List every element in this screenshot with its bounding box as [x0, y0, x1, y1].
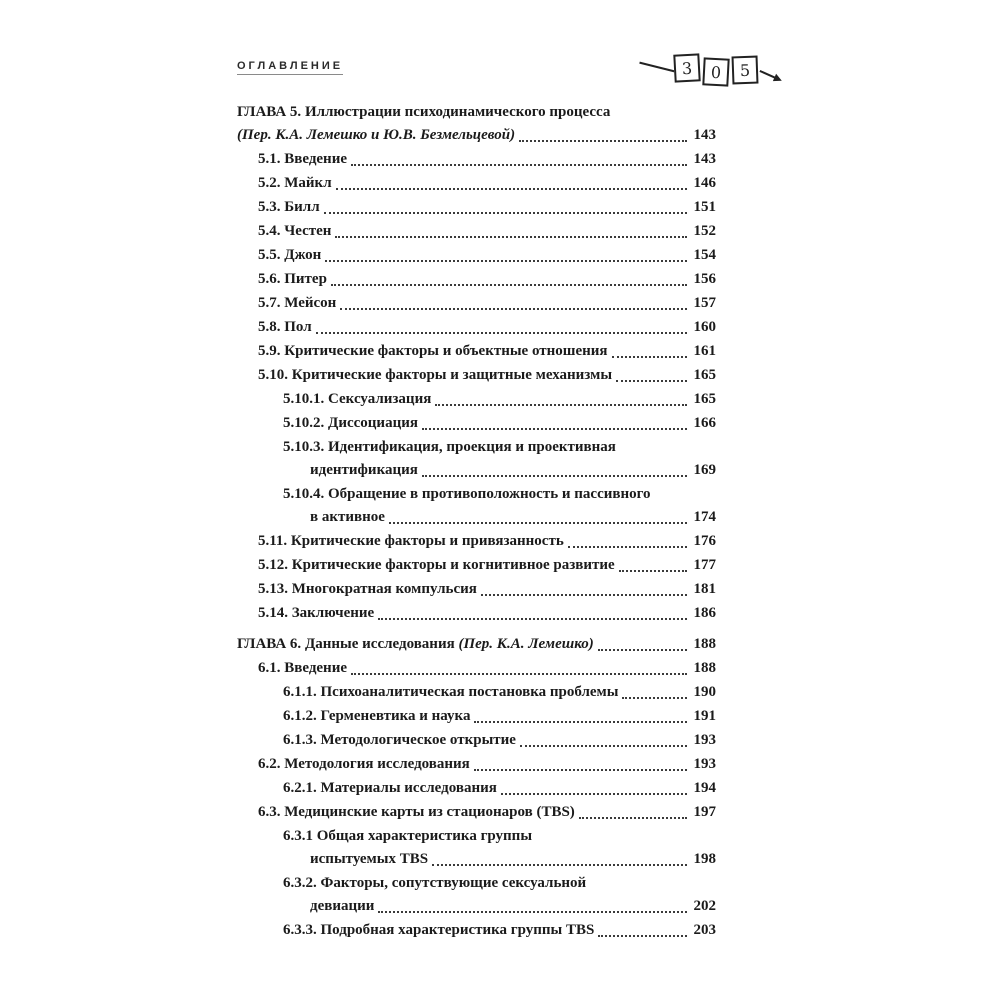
dot-leader	[619, 570, 687, 572]
dot-leader	[336, 188, 687, 190]
page-number: 193	[693, 756, 716, 772]
toc-entry-line	[237, 777, 716, 800]
dot-leader	[622, 697, 687, 699]
page-number-digit-box: 5	[732, 56, 759, 85]
toc-entry-line	[237, 602, 716, 625]
page-number: 194	[693, 780, 716, 796]
dot-leader	[335, 236, 687, 238]
toc-entry-line	[237, 340, 716, 363]
dot-leader	[340, 308, 687, 310]
toc-entry-title: 5.3. Билл	[258, 199, 320, 215]
toc-entry-title: 6.1.3. Методологическое открытие	[283, 732, 516, 748]
page-number: 197	[693, 804, 716, 820]
page-number: 191	[693, 708, 716, 724]
toc-entry-title: ГЛАВА 5. Иллюстрации психодинамического процесса	[237, 104, 611, 120]
toc-entry	[237, 825, 716, 871]
dot-leader	[324, 212, 687, 214]
toc-entry-line	[237, 753, 716, 776]
toc-entry-title: 5.9. Критические факторы и объектные отношения	[258, 343, 608, 359]
toc-entry-title: 5.10.1. Сексуализация	[283, 391, 432, 407]
page-number: 154	[693, 247, 716, 263]
page-number: 169	[693, 462, 716, 478]
toc-entry-title: 5.1. Введение	[258, 151, 348, 167]
toc-entry-line	[237, 919, 716, 942]
toc-entry-title: 5.12. Критические факторы и когнитивное развитие	[258, 557, 615, 573]
toc-entry	[237, 554, 716, 577]
toc-entry-line	[237, 412, 716, 435]
dot-leader	[598, 935, 687, 937]
toc-entry-title: 6.1.1. Психоаналитическая постановка проблемы	[283, 684, 619, 700]
toc-entry	[237, 101, 716, 147]
toc-entry-line	[237, 578, 716, 601]
page-number: 160	[693, 319, 716, 335]
toc-entry	[237, 777, 716, 800]
toc-entry-line	[237, 101, 716, 124]
page-number: 152	[693, 223, 716, 239]
page-number: 177	[693, 557, 716, 573]
toc-entry-line	[237, 483, 716, 506]
toc-entry-line	[237, 268, 716, 291]
toc-entry-title: в активное	[310, 509, 385, 525]
page-number: 193	[693, 732, 716, 748]
page-number: 174	[693, 509, 716, 525]
toc-entry-title: 6.1.2. Герменевтика и наука	[283, 708, 471, 724]
toc-entry-line	[237, 657, 716, 680]
toc-entry-title: 6.3.1 Общая характеристика группы	[283, 828, 533, 844]
toc-entry	[237, 753, 716, 776]
toc-entry	[237, 268, 716, 291]
dot-leader	[474, 721, 687, 723]
toc-entry-title: испытуемых TBS	[310, 851, 429, 867]
page-number: 190	[693, 684, 716, 700]
dot-leader	[520, 745, 687, 747]
dot-leader	[378, 618, 687, 620]
dot-leader	[378, 911, 687, 913]
toc-entry-line	[237, 825, 716, 848]
page-number: 151	[693, 199, 716, 215]
page-number: 143	[693, 151, 716, 167]
toc-entry-line	[237, 436, 716, 459]
toc-entry	[237, 657, 716, 680]
toc-entry	[237, 340, 716, 363]
dot-leader	[351, 673, 687, 675]
toc-entry	[237, 602, 716, 625]
page-number: 202	[693, 898, 716, 914]
toc-entry	[237, 633, 716, 656]
toc-entry	[237, 364, 716, 387]
toc-entry-title: 6.1. Введение	[258, 660, 348, 676]
toc-entry-line	[237, 506, 716, 529]
page-number: 203	[693, 922, 716, 938]
dot-leader	[612, 356, 688, 358]
toc-entry-title: 6.3.3. Подробная характеристика группы TBS	[283, 922, 595, 938]
dot-leader	[422, 475, 687, 477]
toc-entry-title: (Пер. К.А. Лемешко и Ю.В. Безмельцевой)	[237, 127, 516, 143]
dot-leader	[351, 164, 687, 166]
toc-entry-title: 5.5. Джон	[258, 247, 322, 263]
dot-leader	[331, 284, 687, 286]
toc-entry-title: 5.10.2. Диссоциация	[283, 415, 418, 431]
dot-leader	[481, 594, 687, 596]
page-number: 161	[693, 343, 716, 359]
toc-entry-title: 5.8. Пол	[258, 319, 312, 335]
page-number: 198	[693, 851, 716, 867]
toc-entry-line	[237, 554, 716, 577]
toc-entry	[237, 530, 716, 553]
toc-entry-title: девиации	[310, 898, 375, 914]
toc-entry	[237, 436, 716, 482]
dot-leader	[501, 793, 687, 795]
dot-leader	[432, 864, 687, 866]
toc-entry	[237, 412, 716, 435]
toc-entry	[237, 292, 716, 315]
page-number: 186	[693, 605, 716, 621]
toc-entry-title: 5.14. Заключение	[258, 605, 375, 621]
toc-entry	[237, 801, 716, 824]
dot-leader	[325, 260, 687, 262]
toc-entry-title: 5.10.3. Идентификация, проекция и проективная	[283, 439, 616, 455]
toc-entry-title: 5.10.4. Обращение в противоположность и пассивного	[283, 486, 651, 502]
toc-entry-line	[237, 895, 716, 918]
toc-entry	[237, 196, 716, 219]
toc-entry-title: 6.2.1. Материалы исследования	[283, 780, 497, 796]
toc-entry	[237, 172, 716, 195]
page-number: 143	[693, 127, 716, 143]
toc-entry-line	[237, 872, 716, 895]
toc-entry	[237, 729, 716, 752]
page-number: 157	[693, 295, 716, 311]
toc-entry-line	[237, 705, 716, 728]
toc-entry	[237, 388, 716, 411]
page-number: 165	[693, 367, 716, 383]
arrow-line	[639, 62, 674, 73]
toc-entry-line	[237, 364, 716, 387]
dot-leader	[316, 332, 687, 334]
page-number-digit-box: 3	[673, 53, 700, 82]
toc-entry-line	[237, 681, 716, 704]
toc-entry-line	[237, 196, 716, 219]
page-number: 146	[693, 175, 716, 191]
dot-leader	[422, 428, 687, 430]
toc-entry-line	[237, 244, 716, 267]
toc-entry-line	[237, 124, 716, 147]
toc-entry	[237, 705, 716, 728]
toc-entry	[237, 681, 716, 704]
toc-entry-line	[237, 729, 716, 752]
dot-leader	[568, 546, 687, 548]
page-number-ornament	[639, 50, 779, 86]
toc-entry	[237, 578, 716, 601]
toc-entry-line	[237, 459, 716, 482]
toc-entry-line	[237, 801, 716, 824]
toc-entry	[237, 483, 716, 529]
toc-list	[237, 101, 716, 943]
toc-entry-title: 5.4. Честен	[258, 223, 332, 239]
page-number: 188	[693, 660, 716, 676]
toc-entry-title: 5.2. Майкл	[258, 175, 332, 191]
toc-entry	[237, 872, 716, 918]
page-number-digit-box: 0	[702, 57, 729, 86]
toc-entry	[237, 316, 716, 339]
toc-entry-title: 5.6. Питер	[258, 271, 327, 287]
toc-entry	[237, 244, 716, 267]
toc-entry-title: ГЛАВА 6. Данные исследования (Пер. К.А. Лемешко)	[237, 636, 594, 652]
page-number: 176	[693, 533, 716, 549]
page-header-label: ОГЛАВЛЕНИЕ	[237, 60, 343, 75]
toc-entry-title: 5.13. Многократная компульсия	[258, 581, 477, 597]
toc-entry-line	[237, 848, 716, 871]
toc-entry-line	[237, 172, 716, 195]
toc-entry-title: 5.7. Мейсон	[258, 295, 337, 311]
toc-entry-title: 6.2. Методология исследования	[258, 756, 470, 772]
toc-entry-line	[237, 148, 716, 171]
dot-leader	[598, 649, 687, 651]
page-number: 165	[693, 391, 716, 407]
dot-leader	[579, 817, 687, 819]
toc-entry-title: 5.10. Критические факторы и защитные механизмы	[258, 367, 613, 383]
toc-entry-line	[237, 530, 716, 553]
dot-leader	[519, 140, 687, 142]
toc-entry-title: 6.3. Медицинские карты из стационаров (TBS)	[258, 804, 575, 820]
page-number: 166	[693, 415, 716, 431]
dot-leader	[389, 522, 687, 524]
dot-leader	[474, 769, 687, 771]
page-number: 181	[693, 581, 716, 597]
toc-entry-line	[237, 292, 716, 315]
page-number: 156	[693, 271, 716, 287]
toc-entry	[237, 919, 716, 942]
toc-entry-line	[237, 220, 716, 243]
page-header	[237, 50, 779, 86]
toc-entry-title: идентификация	[310, 462, 418, 478]
toc-entry-title: 6.3.2. Факторы, сопутствующие сексуальной	[283, 875, 587, 891]
toc-entry-line	[237, 388, 716, 411]
toc-entry	[237, 220, 716, 243]
toc-entry-title: 5.11. Критические факторы и привязанность	[258, 533, 564, 549]
arrow-head-icon	[759, 70, 778, 80]
page-number: 188	[693, 636, 716, 652]
toc-entry-line	[237, 633, 716, 656]
dot-leader	[616, 380, 687, 382]
dot-leader	[435, 404, 687, 406]
toc-entry	[237, 148, 716, 171]
toc-entry-line	[237, 316, 716, 339]
